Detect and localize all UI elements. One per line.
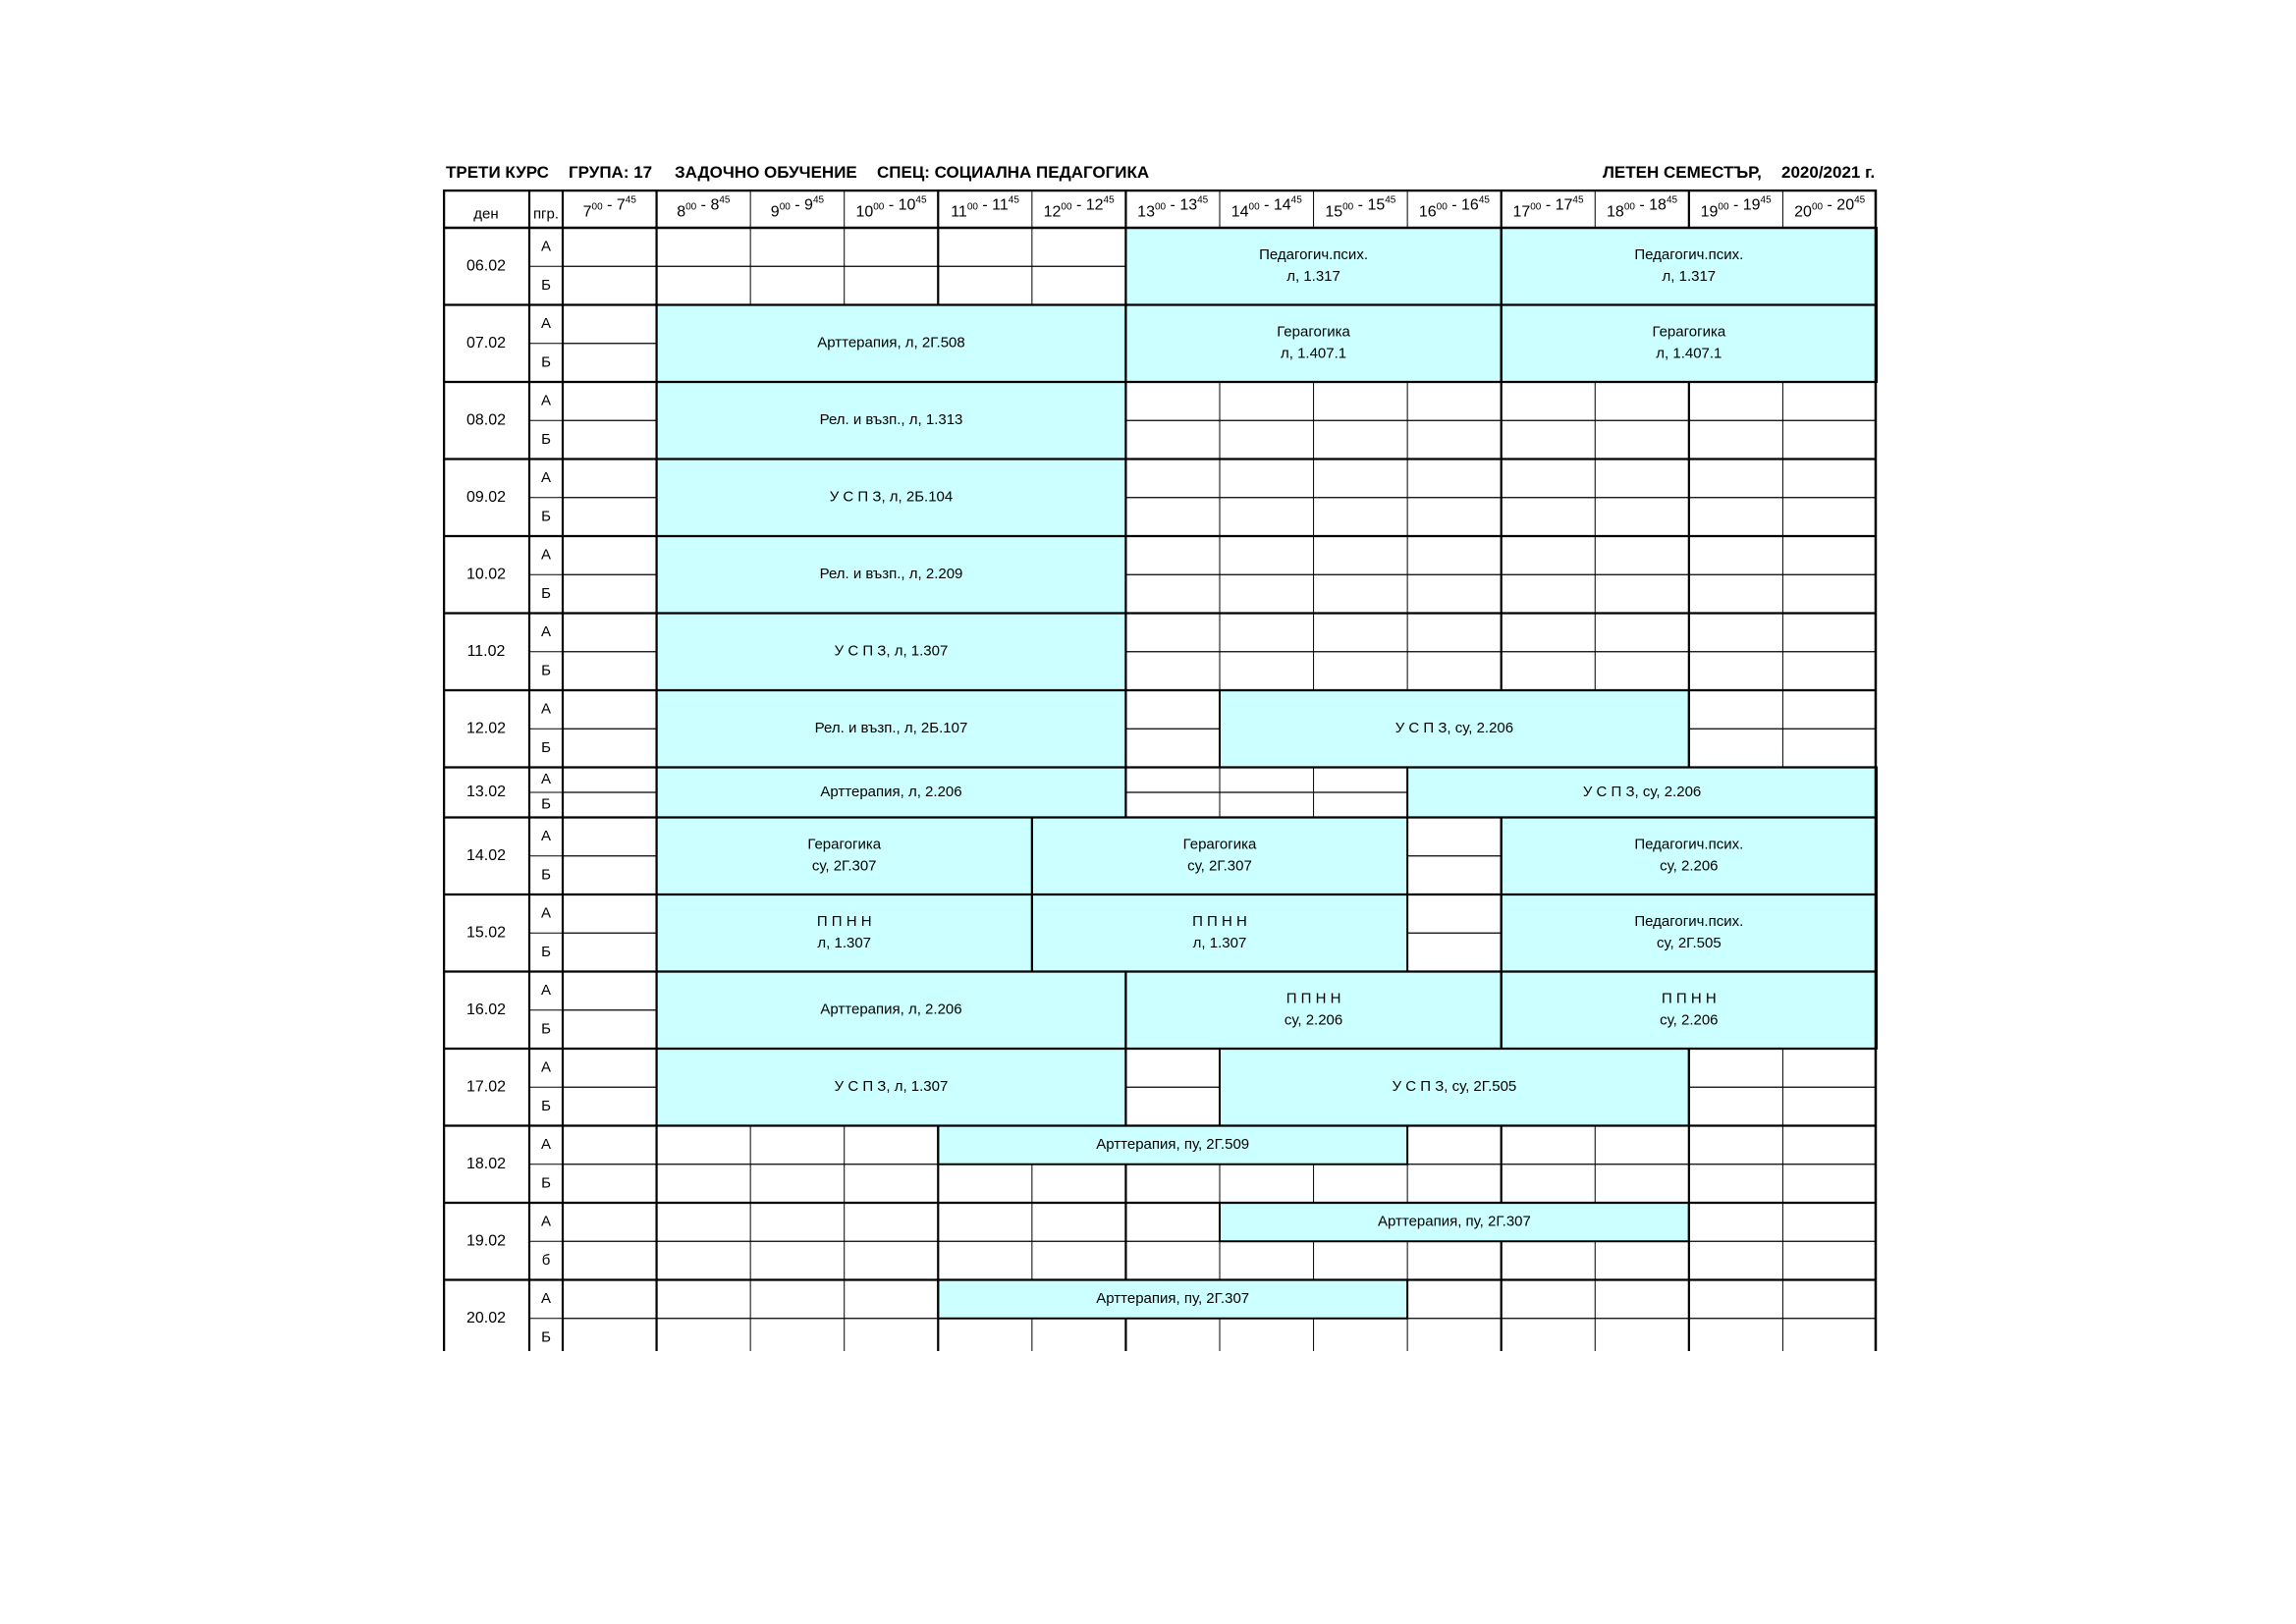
class-label: су, 2.206	[1660, 857, 1719, 875]
class-block	[1502, 228, 1877, 305]
day-date: 16.02	[465, 1001, 507, 1018]
schedule-grid	[443, 189, 1878, 1351]
subgroup-a-label: А	[540, 1058, 552, 1076]
course-label: ТРЕТИ КУРС	[446, 163, 549, 182]
class-label: л, 1.307	[1192, 935, 1247, 952]
subgroup-b-label: Б	[541, 662, 551, 679]
subgroup-a-label: А	[540, 1213, 552, 1230]
class-block	[1125, 972, 1501, 1050]
class-label: П П Н Н	[1285, 990, 1341, 1007]
time-slot-header: $17^{00} - 17^{45}$	[1512, 194, 1584, 221]
specialty-label: СПЕЦ: СОЦИАЛНА ПЕДАГОГИКА	[877, 163, 1150, 182]
class-label: Рел. и възп., л, 1.313	[819, 411, 963, 429]
subgroup-b-label: Б	[541, 353, 551, 371]
subgroup-a-label: А	[540, 1290, 552, 1308]
time-slot-header: $12^{00} - 12^{45}$	[1043, 194, 1115, 221]
class-label: Педагогич.псих.	[1634, 836, 1744, 853]
class-label: П П Н Н	[1661, 990, 1717, 1007]
subgroup-b-label: Б	[541, 1020, 551, 1038]
class-label: У С П З, л, 1.307	[834, 1078, 949, 1096]
time-slot-header: $11^{00} - 11^{45}$	[951, 194, 1019, 221]
class-label: Герагогика	[807, 836, 882, 853]
subgroup-b-label: Б	[541, 430, 551, 448]
day-date: 11.02	[466, 642, 506, 660]
day-date: 08.02	[465, 411, 507, 429]
class-label: Арттерапия, л, 2.206	[820, 783, 962, 800]
schedule-table	[443, 189, 1878, 1351]
day-date: 10.02	[465, 566, 507, 583]
time-slot-header: $9^{00} - 9^{45}$	[770, 194, 825, 221]
subgroup-a-label: А	[540, 392, 552, 409]
class-label: Арттерапия, пу, 2Г.509	[1096, 1136, 1250, 1154]
day-date: 12.02	[465, 720, 507, 737]
subgroup-a-label: А	[540, 982, 552, 1000]
subgroup-b-label: Б	[541, 276, 551, 294]
class-block	[1125, 228, 1501, 305]
group-label: ГРУПА: 17	[569, 163, 653, 182]
day-date: 14.02	[465, 846, 507, 864]
time-slot-header: $15^{00} - 15^{45}$	[1325, 194, 1396, 221]
subgroup-a-label: А	[540, 546, 552, 564]
day-date: 06.02	[465, 257, 507, 275]
class-label: Арттерапия, пу, 2Г.307	[1096, 1290, 1250, 1308]
day-date: 15.02	[465, 924, 507, 942]
subgroup-a-label: А	[540, 1136, 552, 1154]
class-label: л, 1.317	[1662, 268, 1717, 286]
class-label: Педагогич.псих.	[1634, 246, 1744, 264]
class-block	[1502, 818, 1877, 895]
day-date: 20.02	[465, 1309, 507, 1326]
class-label: Арттерапия, пу, 2Г.307	[1377, 1213, 1531, 1230]
subgroup-b-label: Б	[541, 508, 551, 525]
class-label: П П Н Н	[816, 913, 872, 931]
class-label: су, 2Г.307	[1187, 857, 1252, 875]
class-block	[1502, 305, 1877, 383]
subgroup-a-label: А	[540, 700, 552, 718]
class-label: л, 1.407.1	[1280, 345, 1347, 362]
subgroup-a-label: А	[540, 238, 552, 255]
class-block	[1032, 818, 1407, 895]
class-block	[1502, 972, 1877, 1050]
time-slot-header: $8^{00} - 8^{45}$	[677, 194, 731, 221]
day-date: 09.02	[465, 488, 507, 506]
class-label: У С П З, л, 1.307	[834, 642, 949, 660]
subgroup-b-label: Б	[541, 1174, 551, 1192]
class-block	[657, 894, 1032, 972]
time-slot-header: $7^{00} - 7^{45}$	[582, 194, 636, 221]
class-label: Арттерапия, л, 2Г.508	[817, 334, 965, 352]
schedule-header	[444, 162, 1878, 188]
semester-label: ЛЕТЕН СЕМЕСТЪР,	[1603, 163, 1762, 182]
class-label: Рел. и възп., л, 2.209	[819, 566, 963, 583]
class-label: л, 1.307	[817, 935, 872, 952]
class-label: У С П З, л, 2Б.104	[829, 488, 954, 506]
class-label: Герагогика	[1277, 323, 1350, 341]
academic-year-label: 2020/2021 г.	[1781, 163, 1876, 182]
subgroup-a-label: А	[540, 623, 552, 641]
class-label: У С П З, су, 2Г.505	[1392, 1078, 1517, 1096]
class-label: су, 2Г.505	[1657, 935, 1722, 952]
subgroup-b-label: Б	[541, 738, 551, 756]
class-block	[1032, 894, 1407, 972]
subgroup-a-label: А	[540, 828, 552, 845]
time-slot-header: $16^{00} - 16^{45}$	[1418, 194, 1490, 221]
class-block	[1502, 894, 1877, 972]
class-label: су, 2.206	[1284, 1011, 1343, 1029]
time-slot-header: $14^{00} - 14^{45}$	[1230, 194, 1302, 221]
subgroup-b-label: Б	[541, 795, 551, 813]
class-label: су, 2Г.307	[811, 857, 877, 875]
subgroup-a-label: А	[540, 315, 552, 333]
day-date: 19.02	[465, 1232, 507, 1250]
subgroup-b-label: Б	[541, 1097, 551, 1114]
subgroup-b-label: Б	[541, 943, 551, 960]
study-form-label: ЗАДОЧНО ОБУЧЕНИЕ	[675, 163, 857, 182]
class-label: Педагогич.псих.	[1259, 246, 1368, 264]
class-label: су, 2.206	[1660, 1011, 1719, 1029]
class-label: П П Н Н	[1192, 913, 1247, 931]
subgroup-b-label: Б	[541, 1328, 551, 1346]
class-block	[657, 818, 1032, 895]
class-label: Рел. и възп., л, 2Б.107	[814, 720, 968, 737]
time-slot-header: $10^{00} - 10^{45}$	[855, 194, 927, 221]
class-label: Герагогика	[1182, 836, 1257, 853]
class-block	[1125, 305, 1501, 383]
class-label: л, 1.407.1	[1656, 345, 1722, 362]
subgroup-a-label: А	[540, 904, 552, 922]
class-label: Педагогич.псих.	[1634, 913, 1744, 931]
class-label: У С П З, су, 2.206	[1582, 783, 1702, 800]
subgroup-a-label: А	[540, 469, 552, 487]
day-column-header: ден	[473, 205, 499, 223]
day-date: 18.02	[465, 1155, 507, 1172]
day-date: 07.02	[465, 334, 507, 352]
day-date: 17.02	[465, 1078, 507, 1096]
time-slot-header: $20^{00} - 20^{45}$	[1794, 194, 1866, 221]
day-date: 13.02	[465, 784, 507, 801]
subgroup-b-label: Б	[541, 866, 551, 884]
class-label: Герагогика	[1652, 323, 1726, 341]
class-label: л, 1.317	[1286, 268, 1340, 286]
subgroup-b-label: Б	[541, 584, 551, 602]
class-label: У С П З, су, 2.206	[1394, 720, 1514, 737]
subgroup-b-label: б	[541, 1251, 551, 1269]
class-label: Арттерапия, л, 2.206	[820, 1001, 962, 1018]
subgroup-a-label: А	[540, 771, 552, 788]
time-slot-header: $19^{00} - 19^{45}$	[1700, 194, 1772, 221]
time-slot-header: $18^{00} - 18^{45}$	[1607, 194, 1678, 221]
subgroup-column-header: пгр.	[532, 205, 560, 223]
time-slot-header: $13^{00} - 13^{45}$	[1137, 194, 1209, 221]
